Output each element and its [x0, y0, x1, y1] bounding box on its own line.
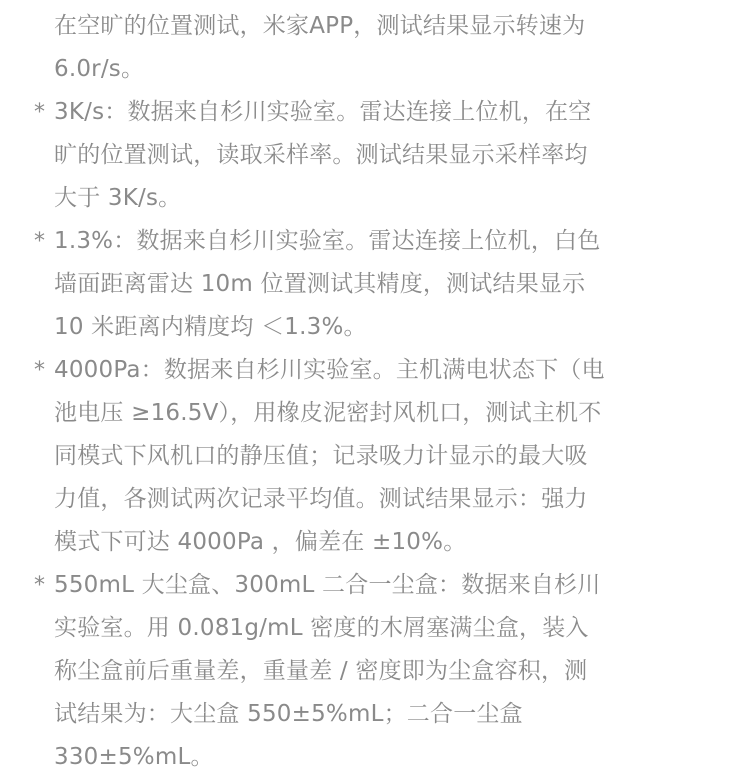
note-line: 550mL 大尘盒、300mL 二合一尘盒：数据来自杉川: [54, 572, 601, 598]
note-line: 旷的位置测试，读取采样率。测试结果显示采样率均: [54, 142, 588, 168]
note-line: 3K/s：数据来自杉川实验室。雷达连接上位机，在空: [54, 99, 592, 125]
note-line: 试结果为：大尘盒 550±5%mL；二合一尘盒: [54, 701, 523, 727]
note-line: 在空旷的位置测试，米家APP，测试结果显示转速为: [54, 13, 586, 39]
note-line: 330±5%mL。: [54, 744, 214, 770]
note-line: 模式下可达 4000Pa ，偏差在 ±10%。: [54, 529, 467, 555]
footnote-marker: *: [34, 573, 45, 598]
note-line: 1.3%：数据来自杉川实验室。雷达连接上位机，白色: [54, 228, 601, 254]
footnote-marker: *: [34, 100, 45, 125]
note-line: 6.0r/s。: [54, 56, 145, 82]
footnote-marker: *: [34, 229, 45, 254]
footnote-marker: *: [34, 358, 45, 383]
note-line: 实验室。用 0.081g/mL 密度的木屑塞满尘盒，装入: [54, 615, 589, 641]
note-line: 4000Pa：数据来自杉川实验室。主机满电状态下（电: [54, 357, 605, 383]
note-line: 同模式下风机口的静压值；记录吸力计显示的最大吸: [54, 443, 588, 469]
note-line: 力值，各测试两次记录平均值。测试结果显示：强力: [54, 486, 588, 512]
note-line: 10 米距离内精度均 ＜1.3%。: [54, 314, 367, 340]
note-line: 大于 3K/s。: [54, 185, 182, 211]
note-line: 池电压 ≥16.5V），用橡皮泥密封风机口，测试主机不: [54, 400, 602, 426]
note-line: 墙面距离雷达 10m 位置测试其精度，测试结果显示: [54, 271, 586, 297]
note-line: 称尘盒前后重量差，重量差 / 密度即为尘盒容积，测: [54, 658, 588, 684]
